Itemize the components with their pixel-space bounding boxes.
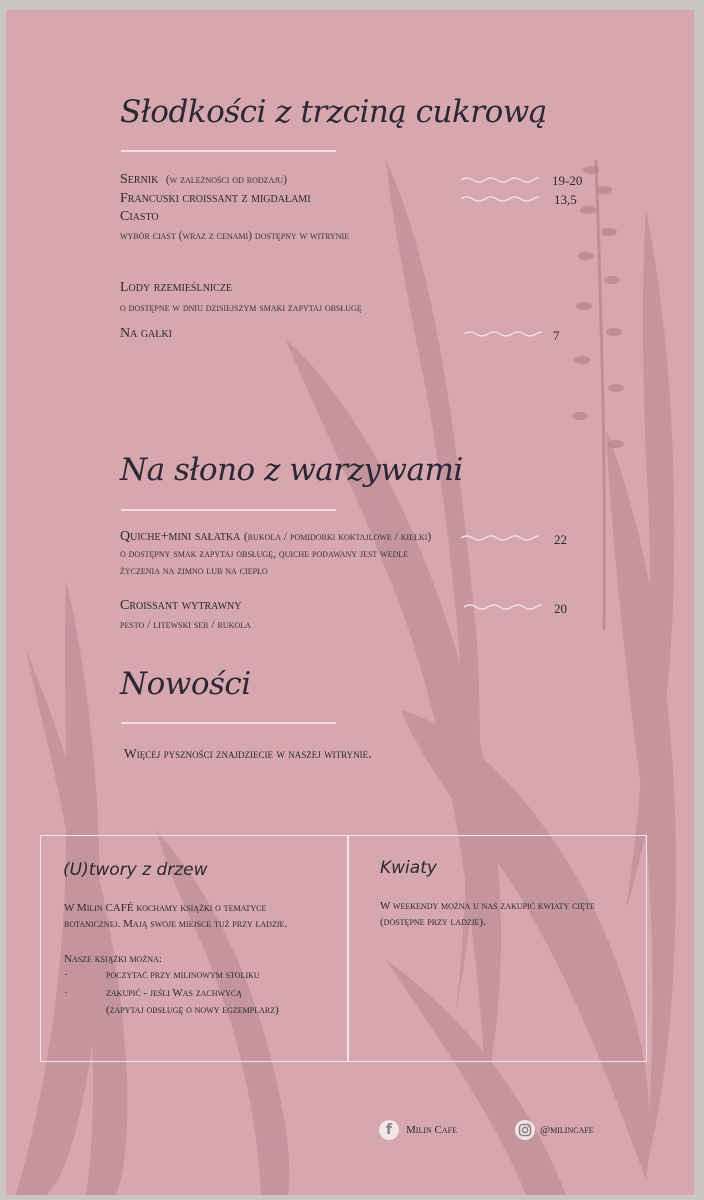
menu-item-name: Quiche+mini sałatka — [120, 529, 241, 544]
books-text-line: botanicznej. Mają swoje miejsce tuż przy ladzie. — [64, 918, 288, 930]
section-title-news: Nowości — [120, 666, 251, 702]
menu-item-croissant — [120, 191, 311, 207]
section-underline — [121, 150, 336, 152]
menu-item-name: Sernik — [120, 172, 159, 187]
price-wave-decoration — [461, 195, 539, 203]
menu-item-note: (w zależności od rodzaju) — [165, 174, 288, 186]
menu-item-name: Ciasto — [120, 209, 159, 224]
facebook-icon[interactable]: f — [379, 1120, 399, 1140]
menu-item-description: o dostępne w dniu dzisiejszym smaki zapytaj obsługę — [120, 302, 362, 314]
price-wave-decoration — [464, 330, 542, 338]
books-bullet: zakupić - jeśli Was zachwycą — [106, 987, 242, 999]
books-box-title: (U)twory z drzew — [63, 860, 208, 880]
bullet-dot: · — [64, 969, 68, 981]
flowers-text-line: W weekendy można u nas zakupić kwiaty cięte — [380, 900, 595, 912]
section-underline — [121, 722, 336, 724]
books-text-line: Nasze książki można: — [64, 953, 162, 965]
books-bullet: (zapytaj obsługę o nowy egzemplarz) — [106, 1004, 279, 1016]
menu-item-price: 19-20 — [552, 173, 583, 188]
menu-item-sernik — [120, 172, 287, 188]
menu-item-quiche — [120, 529, 431, 545]
instagram-handle[interactable]: @milincafe — [540, 1124, 594, 1136]
menu-item-description: pesto / litewski ser / rukola — [120, 619, 251, 631]
instagram-icon[interactable] — [515, 1120, 535, 1140]
section-title-sweets: Słodkości z trzciną cukrową — [120, 94, 547, 130]
flowers-text-line: (dostępne przy ladzie). — [380, 916, 486, 928]
menu-card — [6, 10, 694, 1195]
menu-item-description: życzenia na zimno lub na ciepło — [120, 565, 268, 577]
menu-item-name: Na gałki — [120, 326, 172, 341]
price-wave-decoration — [464, 603, 542, 611]
menu-item-description: o dostępny smak zapytaj obsługę, quiche podawany jest wedle — [120, 548, 409, 560]
books-bullet: poczytać przy milinowym stoliku — [106, 969, 260, 981]
menu-item-name: Croissant wytrawny — [120, 598, 242, 613]
menu-item-price: 7 — [553, 328, 560, 343]
facebook-handle[interactable]: Milin Cafe — [406, 1124, 457, 1136]
menu-item-price: 13,5 — [554, 192, 577, 207]
bullet-dot: · — [64, 987, 68, 999]
section-title-savory: Na słono z warzywami — [120, 452, 463, 488]
section-underline — [121, 509, 336, 511]
menu-item-price: 20 — [554, 601, 567, 616]
menu-item-description: wybór ciast (wraz z cenami) dostępny w witrynie — [120, 230, 350, 242]
flowers-box-title: Kwiaty — [380, 858, 437, 878]
price-wave-decoration — [461, 534, 539, 542]
price-wave-decoration — [461, 176, 539, 184]
books-text-line: W Milin CAFÉ kochamy książki o tematyce — [64, 902, 267, 914]
news-text: Więcej pyszności znajdziecie w naszej witrynie. — [124, 746, 372, 761]
menu-item-name: Lody rzemieślnicze — [120, 280, 233, 295]
menu-item-price: 22 — [554, 532, 567, 547]
menu-item-name: Francuski croissant z migdałami — [120, 191, 311, 206]
menu-item-note: (rukola / pomidorki koktajlowe / kiełki) — [243, 531, 432, 543]
